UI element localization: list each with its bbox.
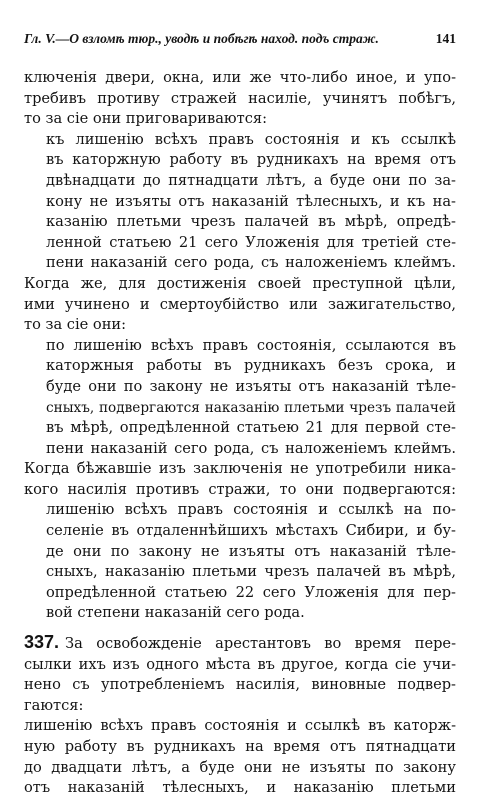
text-line: двѣнадцати до пятнадцати лѣтъ, а буде они по за- — [46, 171, 456, 189]
text-line: нено съ употребленіемъ насилія, виновные подвер- — [24, 676, 456, 694]
text-line: кого насилія противъ стражи, то они подвергаются: — [24, 480, 456, 498]
text-line: кону не изъяты отъ наказаній тѣлесныхъ, и къ на- — [46, 192, 456, 210]
chapter-title: О взломѣ тюр., уводѣ и побѣгѣ наход. подъ страж. — [69, 31, 379, 46]
text-line: казанію плетьми чрезъ палачей въ мѣрѣ, опредѣ- — [46, 213, 456, 231]
text-line: лишенію всѣхъ правъ состоянія и ссылкѣ въ каторж- — [24, 717, 456, 735]
sanction-paragraph — [24, 500, 456, 624]
page-number: 141 — [435, 31, 456, 46]
text-line: въ мѣрѣ, опредѣленной статьею 21 для первой сте- — [46, 419, 456, 437]
text-line: сныхъ, подвергаются наказанію плетьми чрезъ палачей — [46, 399, 456, 416]
article-337 — [24, 632, 456, 799]
text-line: отъ наказаній тѣлесныхъ, и наказанію плетьми — [24, 779, 456, 797]
text-line: до двадцати лѣтъ, а буде они не изъяты по закону — [24, 758, 456, 776]
text-line: требивъ противу стражей насиліе, учинятъ побѣгъ, — [24, 89, 456, 107]
text-line: ключенія двери, окна, или же что-либо иное, и упо- — [24, 69, 456, 86]
text-line: то за сіе они приговариваются: — [24, 110, 267, 128]
text-line: буде они по закону не изъяты отъ наказаній тѣле- — [46, 377, 456, 395]
text-line: ими учинено и смертоубійство или зажигательство, — [24, 295, 456, 313]
text-line: ную работу въ рудникахъ на время отъ пятнадцати — [24, 738, 456, 755]
text-line: лишенію всѣхъ правъ состоянія и ссылкѣ на по- — [46, 501, 456, 519]
text-line: селеніе въ отдаленнѣйшихъ мѣстахъ Сибири, и бу- — [46, 522, 456, 540]
paragraph — [24, 459, 456, 500]
text-line: гаются: — [24, 696, 84, 714]
paragraph — [24, 274, 456, 336]
text-line — [24, 632, 456, 655]
text-line: въ каторжную работу въ рудникахъ на время отъ — [46, 151, 456, 169]
text-line: Когда бѣжавшіе изъ заключенія не употребили ника- — [24, 460, 456, 478]
article-continuation — [24, 68, 456, 624]
text-line: то за сіе они: — [24, 316, 127, 334]
text-line: опредѣленной статьею 22 сего Уложенія для пер- — [46, 583, 456, 601]
running-header — [24, 30, 456, 48]
article-number: 337. — [24, 632, 60, 653]
text-line: де они по закону не изъяты отъ наказаній тѣле- — [46, 542, 456, 560]
text-line: пени наказаній сего рода, съ наложеніемъ клеймъ. — [46, 254, 456, 272]
article-337-intro — [24, 632, 456, 716]
text-line: Когда же, для достиженія своей преступной цѣли, — [24, 274, 456, 292]
text-line: сныхъ, наказанію плетьми чрезъ палачей въ мѣрѣ, — [46, 563, 456, 581]
text-line: ленной статьею 21 сего Уложенія для третіей сте- — [46, 233, 456, 251]
sanction-paragraph — [24, 130, 456, 274]
paragraph — [24, 68, 456, 130]
sanction-paragraph — [24, 716, 456, 798]
running-title — [24, 30, 379, 48]
sanction-paragraph — [24, 336, 456, 460]
text-line: по лишенію всѣхъ правъ состоянія, ссылаются въ — [46, 336, 456, 354]
chapter-label: Гл. V.— — [24, 31, 70, 46]
text-line: пени наказаній сего рода, съ наложеніемъ клеймъ. — [46, 439, 456, 457]
book-page — [24, 30, 456, 799]
text-line: каторжныя работы въ рудникахъ безъ срока, и — [46, 357, 456, 375]
text-line: къ лишенію всѣхъ правъ состоянія и къ ссылкѣ — [46, 130, 456, 148]
text-line: вой степени наказаній сего рода. — [46, 604, 305, 622]
text-line: сылки ихъ изъ одного мѣста въ другое, когда сіе учи- — [24, 655, 456, 673]
text-fragment: За освобожденіе арестантовъ во время пере- — [65, 635, 456, 653]
